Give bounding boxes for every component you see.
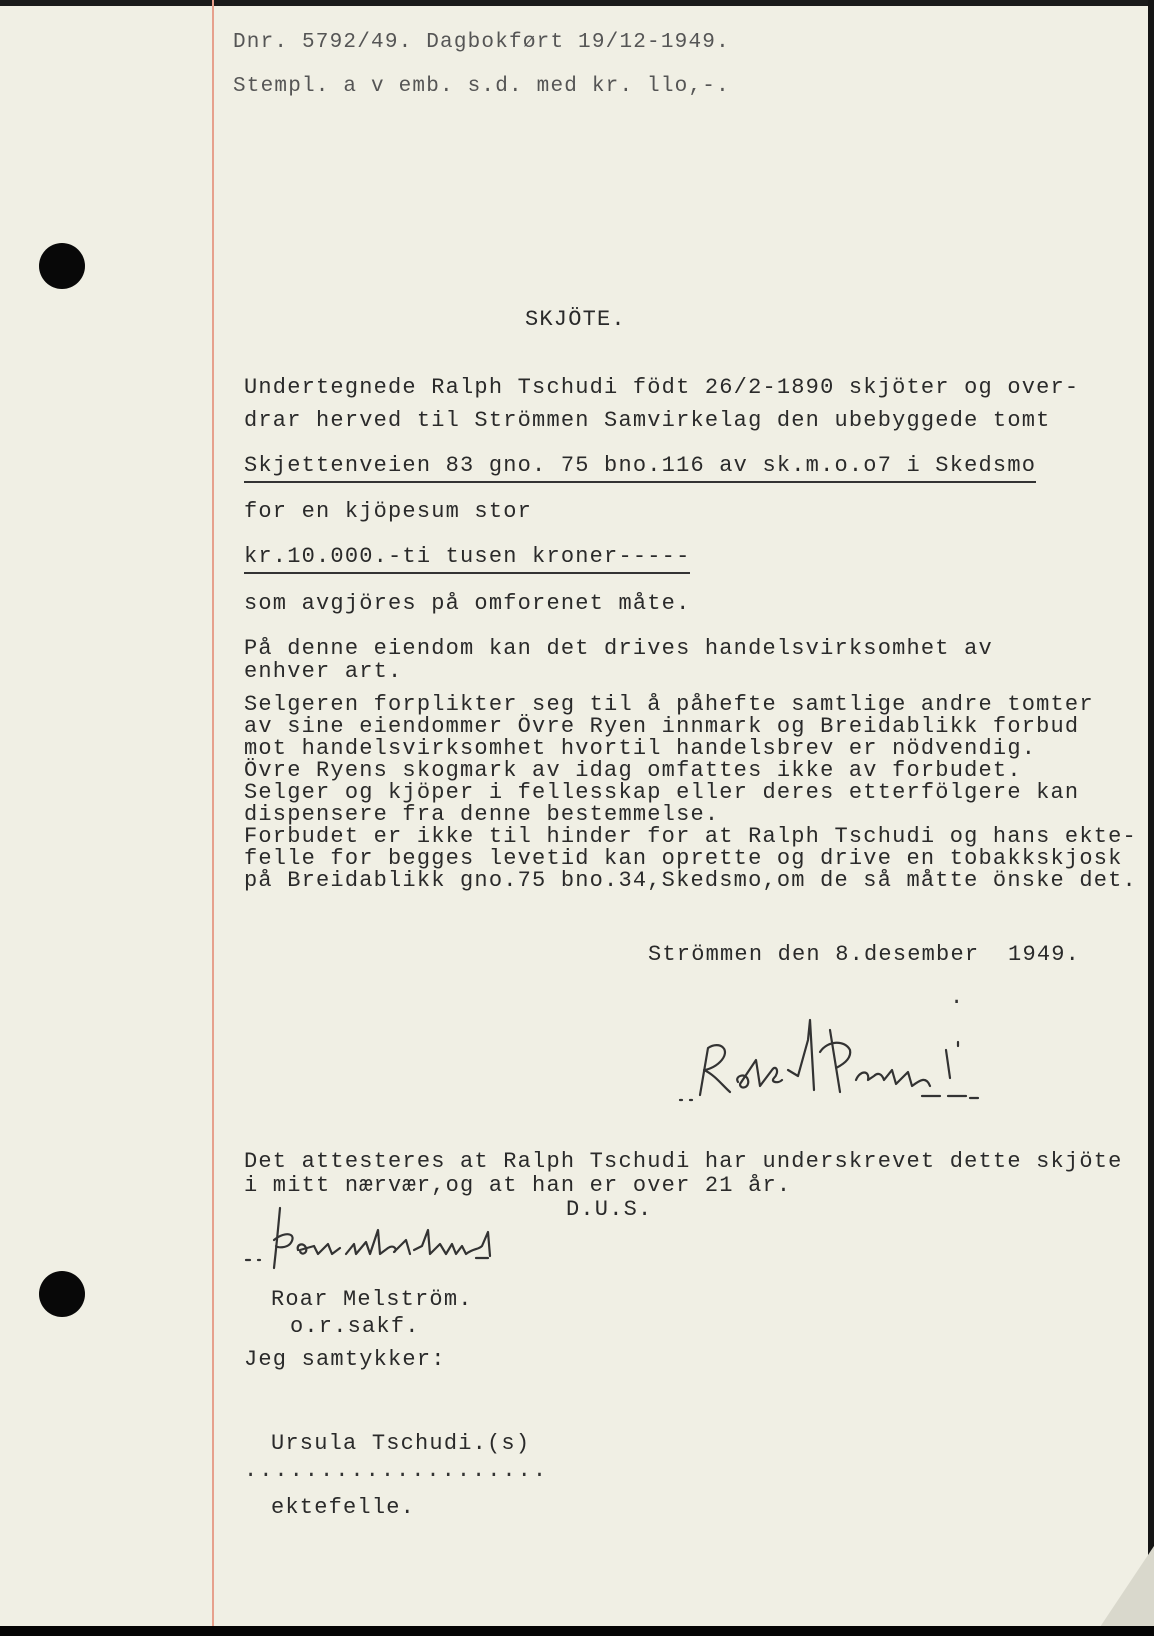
clause-2-line: Övre Ryens skogmark av idag omfattes ikke av forbudet. bbox=[244, 758, 1022, 783]
attestation-line-2: i mitt nærvær,og at han er over 21 år. bbox=[244, 1173, 792, 1198]
property-description: Skjettenveien 83 gno. 75 bno.116 av sk.m.o.o7 i Skedsmo bbox=[244, 454, 1036, 483]
clause-2-line: Forbudet er ikke til hinder for at Ralph Tschudi og hans ekte- bbox=[244, 824, 1137, 849]
dus-mark: D.U.S. bbox=[566, 1197, 653, 1222]
witness-signature bbox=[238, 1200, 538, 1280]
page-corner bbox=[1094, 1546, 1154, 1636]
clause-1-line-1: På denne eiendom kan det drives handelsvirksomhet av bbox=[244, 636, 993, 661]
stamp-note: Stempl. a v emb. s.d. med kr. llo,-. bbox=[233, 75, 730, 98]
purchase-price: kr.10.000.-ti tusen kroner----- bbox=[244, 545, 690, 574]
consent-signer-name: Ursula Tschudi.(s) bbox=[271, 1431, 531, 1456]
price-intro: for en kjöpesum stor bbox=[244, 499, 533, 524]
clause-2-line: Selger og kjöper i fellesskap eller deres etterfölgere kan bbox=[244, 780, 1080, 805]
consent-role: ektefelle. bbox=[271, 1495, 416, 1520]
margin-line bbox=[212, 0, 214, 1636]
attestation-line-1: Det attesteres at Ralph Tschudi har underskrevet dette skjöte bbox=[244, 1149, 1123, 1174]
scan-edge-bottom bbox=[0, 1626, 1154, 1636]
clause-2-line: mot handelsvirksomhet hvortil handelsbrev er nödvendig. bbox=[244, 736, 1037, 761]
registration-line: Dnr. 5792/49. Dagbokført 19/12-1949. bbox=[233, 31, 730, 54]
witness-title: o.r.sakf. bbox=[290, 1314, 420, 1339]
intro-line-2: drar herved til Strömmen Samvirkelag den ubebyggede tomt bbox=[244, 408, 1051, 433]
clause-2-line: på Breidablikk gno.75 bno.34,Skedsmo,om de så måtte önske det. bbox=[244, 868, 1137, 893]
clause-2-line: av sine eiendommer Övre Ryen innmark og Breidablikk forbud bbox=[244, 714, 1080, 739]
document-title: SKJÖTE. bbox=[525, 307, 626, 332]
place-date: Strömmen den 8.desember 1949. bbox=[648, 942, 1081, 967]
clause-2-line: dispensere fra denne bestemmelse. bbox=[244, 802, 720, 827]
clause-2-line: felle for begges levetid kan oprette og drive en tobakkskjosk bbox=[244, 846, 1123, 871]
clause-1-line-2: enhver art. bbox=[244, 659, 403, 684]
intro-line-1: Undertegnede Ralph Tschudi födt 26/2-1890 skjöter og over- bbox=[244, 375, 1080, 400]
punch-hole-bottom bbox=[39, 1271, 85, 1317]
punch-hole-top bbox=[39, 243, 85, 289]
scan-edge-top bbox=[0, 0, 1154, 6]
seller-signature bbox=[660, 1000, 1005, 1110]
consent-label: Jeg samtykker: bbox=[244, 1347, 446, 1372]
scan-edge-right bbox=[1148, 0, 1154, 1636]
consent-dotted-line: .................... bbox=[244, 1458, 549, 1483]
witness-name: Roar Melström. bbox=[271, 1287, 473, 1312]
signature-dot: . bbox=[950, 985, 966, 1010]
settlement-line: som avgjöres på omforenet måte. bbox=[244, 591, 691, 616]
clause-2-line: Selgeren forplikter seg til å påhefte samtlige andre tomter bbox=[244, 692, 1094, 717]
